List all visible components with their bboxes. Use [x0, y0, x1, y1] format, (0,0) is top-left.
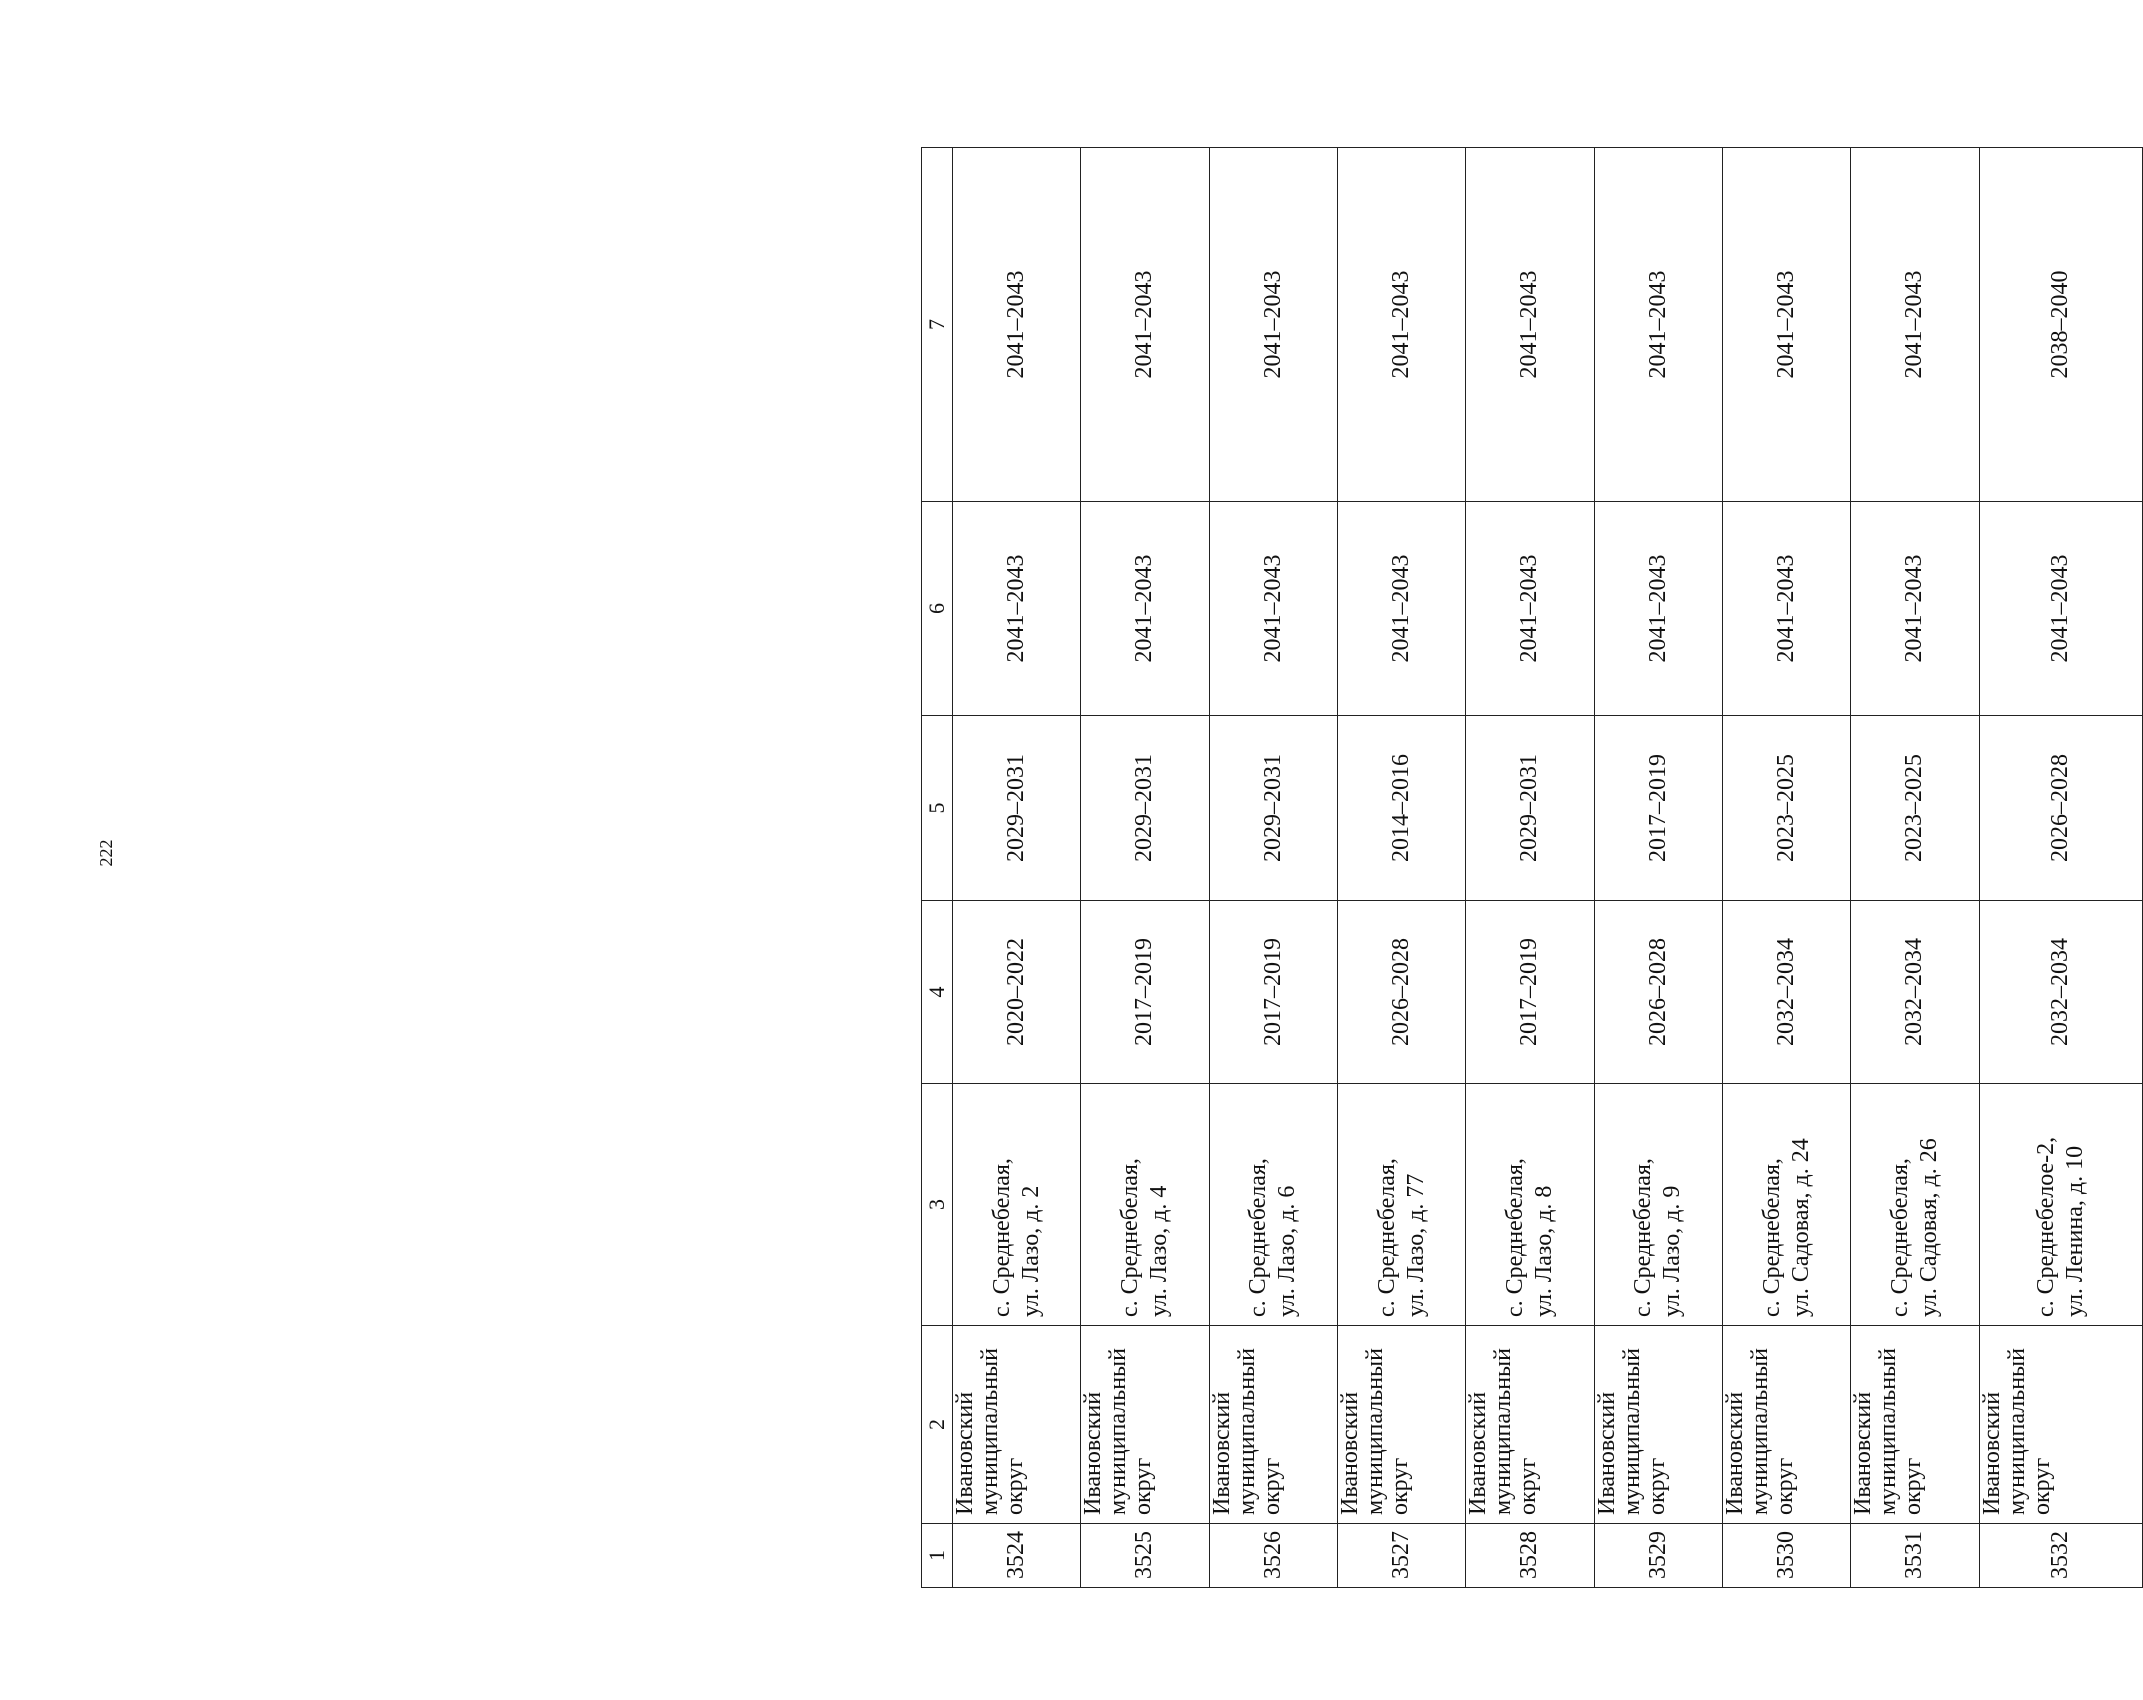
district-line: муниципальный [1233, 1347, 1260, 1515]
district-line: Ивановский [1080, 1391, 1107, 1515]
district-cell [1081, 1326, 1209, 1524]
column-header: 5 [922, 716, 953, 901]
column-header: 3 [922, 1084, 953, 1326]
district-line: округ [1386, 1457, 1413, 1515]
district-line: муниципальный [1490, 1347, 1517, 1515]
district-line: муниципальный [1105, 1347, 1132, 1515]
row-number-cell: 3531 [1851, 1524, 1979, 1588]
district-line: округ [1900, 1457, 1927, 1515]
period-cell-col6: 2041–2043 [1594, 502, 1722, 716]
row-number-cell: 3532 [1979, 1524, 2142, 1588]
table-row [1081, 148, 1209, 1588]
address-cell [1466, 1084, 1594, 1326]
district-cell [1466, 1326, 1594, 1524]
table-row [1979, 148, 2142, 1588]
period-cell-col7: 2041–2043 [1722, 148, 1850, 502]
period-cell-col6: 2041–2043 [1979, 502, 2142, 716]
address-cell [1851, 1084, 1979, 1326]
address-line: ул. Лазо, д. 9 [1659, 1185, 1686, 1317]
district-line: Ивановский [1593, 1391, 1620, 1515]
period-cell-col7: 2038–2040 [1979, 148, 2142, 502]
address-cell [1979, 1084, 2142, 1326]
column-header: 6 [922, 502, 953, 716]
column-header: 7 [922, 148, 953, 502]
address-line: с. Среднебелая, [1373, 1158, 1400, 1317]
district-line: Ивановский [1721, 1391, 1748, 1515]
table-row [953, 148, 1081, 1588]
period-cell-col5: 2029–2031 [1081, 716, 1209, 901]
period-cell-col5: 2029–2031 [1209, 716, 1337, 901]
district-line: округ [1515, 1457, 1542, 1515]
address-line: с. Среднебелая, [1501, 1158, 1528, 1317]
address-line: с. Среднебелая, [1630, 1158, 1657, 1317]
period-cell-col4: 2020–2022 [953, 901, 1081, 1084]
row-number-cell: 3524 [953, 1524, 1081, 1588]
address-cell [953, 1084, 1081, 1326]
district-line: муниципальный [1618, 1347, 1645, 1515]
address-line: с. Среднебелая, [1116, 1158, 1143, 1317]
period-cell-col4: 2017–2019 [1081, 901, 1209, 1084]
address-line: с. Среднебелая, [1245, 1158, 1272, 1317]
period-cell-col5: 2017–2019 [1594, 716, 1722, 901]
period-cell-col4: 2017–2019 [1209, 901, 1337, 1084]
address-line: с. Среднебелое-2, [2032, 1136, 2059, 1317]
district-line: муниципальный [1361, 1347, 1388, 1515]
address-line: ул. Лазо, д. 77 [1402, 1173, 1429, 1317]
period-cell-col4: 2032–2034 [1851, 901, 1979, 1084]
column-header: 1 [922, 1524, 953, 1588]
district-line: Ивановский [1208, 1391, 1235, 1515]
district-line: муниципальный [1875, 1347, 1902, 1515]
page-number: 222 [96, 839, 116, 867]
address-line: ул. Ленина, д. 10 [2061, 1145, 2088, 1317]
period-cell-col6: 2041–2043 [953, 502, 1081, 716]
district-line: округ [1771, 1457, 1798, 1515]
period-cell-col5: 2029–2031 [1466, 716, 1594, 901]
column-header: 2 [922, 1326, 953, 1524]
period-cell-col6: 2041–2043 [1209, 502, 1337, 716]
period-cell-col7: 2041–2043 [1466, 148, 1594, 502]
period-cell-col6: 2041–2043 [1081, 502, 1209, 716]
district-cell [1851, 1326, 1979, 1524]
address-line: с. Среднебелая, [988, 1158, 1015, 1317]
district-cell [1594, 1326, 1722, 1524]
district-line: округ [1643, 1457, 1670, 1515]
district-line: Ивановский [1978, 1391, 2005, 1515]
period-cell-col4: 2026–2028 [1337, 901, 1465, 1084]
address-line: ул. Лазо, д. 6 [1274, 1185, 1301, 1317]
period-cell-col6: 2041–2043 [1466, 502, 1594, 716]
period-cell-col7: 2041–2043 [1851, 148, 1979, 502]
table-body [953, 148, 2143, 1588]
period-cell-col5: 2023–2025 [1851, 716, 1979, 901]
header-row [922, 148, 953, 1588]
address-line: с. Среднебелая, [1758, 1158, 1785, 1317]
table-row [1851, 148, 1979, 1588]
row-number-cell: 3528 [1466, 1524, 1594, 1588]
district-line: Ивановский [1465, 1391, 1492, 1515]
period-cell-col7: 2041–2043 [1337, 148, 1465, 502]
address-cell [1594, 1084, 1722, 1326]
district-line: округ [1130, 1457, 1157, 1515]
period-cell-col6: 2041–2043 [1337, 502, 1465, 716]
district-line: Ивановский [1850, 1391, 1877, 1515]
district-line: округ [2028, 1457, 2055, 1515]
rotated-table-container [921, 148, 2143, 1588]
period-cell-col4: 2032–2034 [1979, 901, 2142, 1084]
district-line: Ивановский [952, 1391, 978, 1515]
address-cell [1209, 1084, 1337, 1326]
table-row [1209, 148, 1337, 1588]
address-line: с. Среднебелая, [1886, 1158, 1913, 1317]
table-row [1466, 148, 1594, 1588]
district-cell [953, 1326, 1081, 1524]
period-cell-col5: 2026–2028 [1979, 716, 2142, 901]
period-cell-col4: 2017–2019 [1466, 901, 1594, 1084]
period-cell-col5: 2029–2031 [953, 716, 1081, 901]
row-number-cell: 3529 [1594, 1524, 1722, 1588]
address-line: ул. Садовая, д. 26 [1915, 1138, 1942, 1317]
address-line: ул. Лазо, д. 2 [1017, 1185, 1044, 1317]
district-line: округ [1002, 1457, 1028, 1515]
table-row [1722, 148, 1850, 1588]
district-line: муниципальный [1746, 1347, 1773, 1515]
period-cell-col7: 2041–2043 [1209, 148, 1337, 502]
table-row [1337, 148, 1465, 1588]
district-line: муниципальный [977, 1347, 1003, 1515]
period-cell-col5: 2023–2025 [1722, 716, 1850, 901]
column-header: 4 [922, 901, 953, 1084]
district-line: Ивановский [1336, 1391, 1363, 1515]
address-line: ул. Садовая, д. 24 [1787, 1138, 1814, 1317]
period-cell-col6: 2041–2043 [1851, 502, 1979, 716]
table-row [1594, 148, 1722, 1588]
period-cell-col7: 2041–2043 [953, 148, 1081, 502]
address-cell [1337, 1084, 1465, 1326]
period-cell-col5: 2014–2016 [1337, 716, 1465, 901]
data-table [921, 147, 2143, 1588]
address-line: ул. Лазо, д. 4 [1145, 1185, 1172, 1317]
period-cell-col4: 2026–2028 [1594, 901, 1722, 1084]
district-cell [1337, 1326, 1465, 1524]
period-cell-col7: 2041–2043 [1081, 148, 1209, 502]
district-cell [1979, 1326, 2142, 1524]
district-cell [1209, 1326, 1337, 1524]
address-cell [1081, 1084, 1209, 1326]
period-cell-col6: 2041–2043 [1722, 502, 1850, 716]
period-cell-col4: 2032–2034 [1722, 901, 1850, 1084]
row-number-cell: 3527 [1337, 1524, 1465, 1588]
row-number-cell: 3530 [1722, 1524, 1850, 1588]
address-cell [1722, 1084, 1850, 1326]
period-cell-col7: 2041–2043 [1594, 148, 1722, 502]
district-line: муниципальный [2003, 1347, 2030, 1515]
address-line: ул. Лазо, д. 8 [1530, 1185, 1557, 1317]
row-number-cell: 3526 [1209, 1524, 1337, 1588]
row-number-cell: 3525 [1081, 1524, 1209, 1588]
district-cell [1722, 1326, 1850, 1524]
district-line: округ [1258, 1457, 1285, 1515]
